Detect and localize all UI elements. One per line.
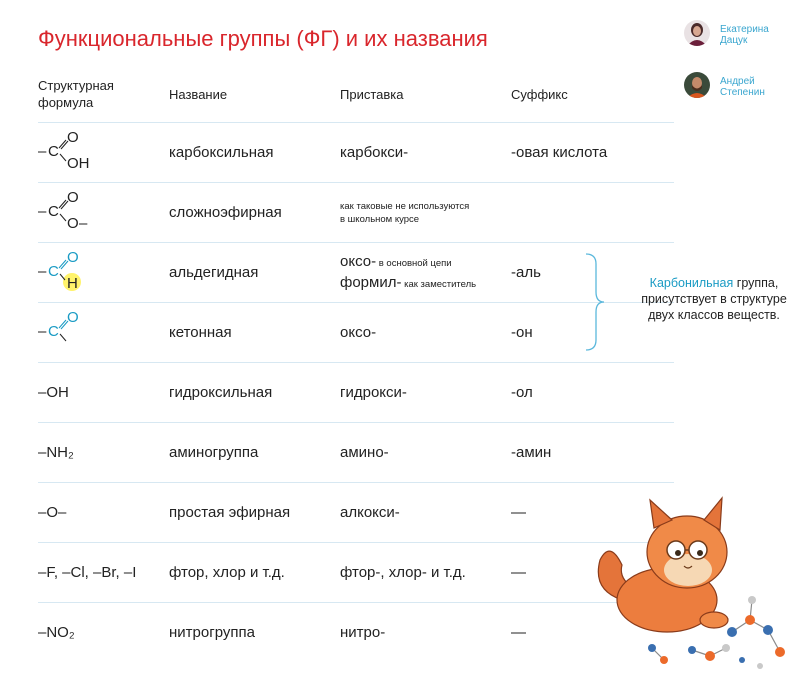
svg-text:O: O <box>67 189 79 206</box>
svg-text:O: O <box>67 309 79 326</box>
suffix-cell: -аль <box>511 243 674 303</box>
formula-cell: –O– <box>38 483 169 543</box>
table-row <box>38 243 674 303</box>
svg-text:–: – <box>38 322 47 340</box>
suffix-cell: -ол <box>511 363 674 423</box>
suffix-cell: -амин <box>511 423 674 483</box>
formula-cell <box>38 123 169 183</box>
author-name: Екатерина Дацук <box>720 24 769 46</box>
curly-brace-icon <box>584 252 606 352</box>
svg-text:–: – <box>38 142 47 160</box>
table-row <box>38 363 674 423</box>
svg-text:–: – <box>38 202 47 220</box>
prefix-cell: оксо- <box>340 303 511 363</box>
svg-text:O: O <box>67 249 79 266</box>
author-2 <box>684 72 802 124</box>
ketone-formula <box>38 306 169 360</box>
name-cell: гидроксильная <box>169 363 340 423</box>
name-cell: простая эфирная <box>169 483 340 543</box>
table-row <box>38 123 674 183</box>
prefix-cell: гидрокси- <box>340 363 511 423</box>
suffix-cell: — <box>511 603 674 663</box>
name-cell: кетонная <box>169 303 340 363</box>
carboxyl-formula <box>38 126 169 180</box>
svg-text:O: O <box>67 214 79 232</box>
formula-cell <box>38 183 169 243</box>
name-cell: аминогруппа <box>169 423 340 483</box>
table-row <box>38 423 674 483</box>
formula-cell: –NH₂ <box>38 423 169 483</box>
suffix-cell: -он <box>511 303 674 363</box>
header-suffix: Суффикс <box>511 86 568 102</box>
table-header-row <box>38 66 674 123</box>
prefix-cell: нитро- <box>340 603 511 663</box>
header-prefix: Приставка <box>340 86 404 102</box>
authors-block <box>684 20 802 124</box>
header-formula: Структурная формула <box>38 78 114 110</box>
name-cell: альдегидная <box>169 243 340 303</box>
suffix-cell: — <box>511 543 674 603</box>
svg-text:–: – <box>79 214 88 232</box>
author-1 <box>684 20 802 72</box>
ester-formula <box>38 186 169 240</box>
table-row <box>38 543 674 603</box>
prefix-cell: фтор-, хлор- и т.д. <box>340 543 511 603</box>
formula-cell <box>38 243 169 303</box>
formula-cell: –OH <box>38 363 169 423</box>
header-name: Название <box>169 86 228 102</box>
carbonyl-note: Карбонильная группа, присутствует в структуре двух классов веществ. <box>641 276 787 322</box>
svg-text:C: C <box>48 202 59 220</box>
aldehyde-formula <box>38 246 169 300</box>
svg-text:C: C <box>48 142 59 160</box>
svg-text:C: C <box>48 322 59 340</box>
svg-text:H: H <box>67 274 78 292</box>
suffix-cell: -овая кислота <box>511 123 674 183</box>
svg-text:OH: OH <box>67 154 90 172</box>
suffix-cell: — <box>511 483 674 543</box>
author-avatar <box>684 72 710 98</box>
page-title: Функциональные группы (ФГ) и их названия <box>38 26 488 51</box>
prefix-cell: как таковые не используются в школьном курсе <box>340 183 511 243</box>
prefix-cell: амино- <box>340 423 511 483</box>
table-row <box>38 183 674 243</box>
table-row <box>38 603 674 663</box>
formula-cell <box>38 303 169 363</box>
prefix-cell: карбокси- <box>340 123 511 183</box>
functional-groups-table <box>38 66 674 662</box>
author-name: Андрей Степенин <box>720 76 765 98</box>
table-row <box>38 483 674 543</box>
formula-cell: –NO₂ <box>38 603 169 663</box>
prefix-cell: оксо- в основной цепи формил- как заместитель <box>340 243 511 303</box>
table-row <box>38 303 674 363</box>
cat-with-molecules-illustration <box>592 480 792 675</box>
name-cell: нитрогруппа <box>169 603 340 663</box>
name-cell: фтор, хлор и т.д. <box>169 543 340 603</box>
name-cell: сложноэфирная <box>169 183 340 243</box>
svg-text:C: C <box>48 262 59 280</box>
author-avatar <box>684 20 710 46</box>
formula-cell: –F, –Cl, –Br, –I <box>38 543 169 603</box>
prefix-cell: алкокси- <box>340 483 511 543</box>
name-cell: карбоксильная <box>169 123 340 183</box>
suffix-cell <box>511 183 674 243</box>
svg-text:O: O <box>67 129 79 146</box>
svg-text:–: – <box>38 262 47 280</box>
